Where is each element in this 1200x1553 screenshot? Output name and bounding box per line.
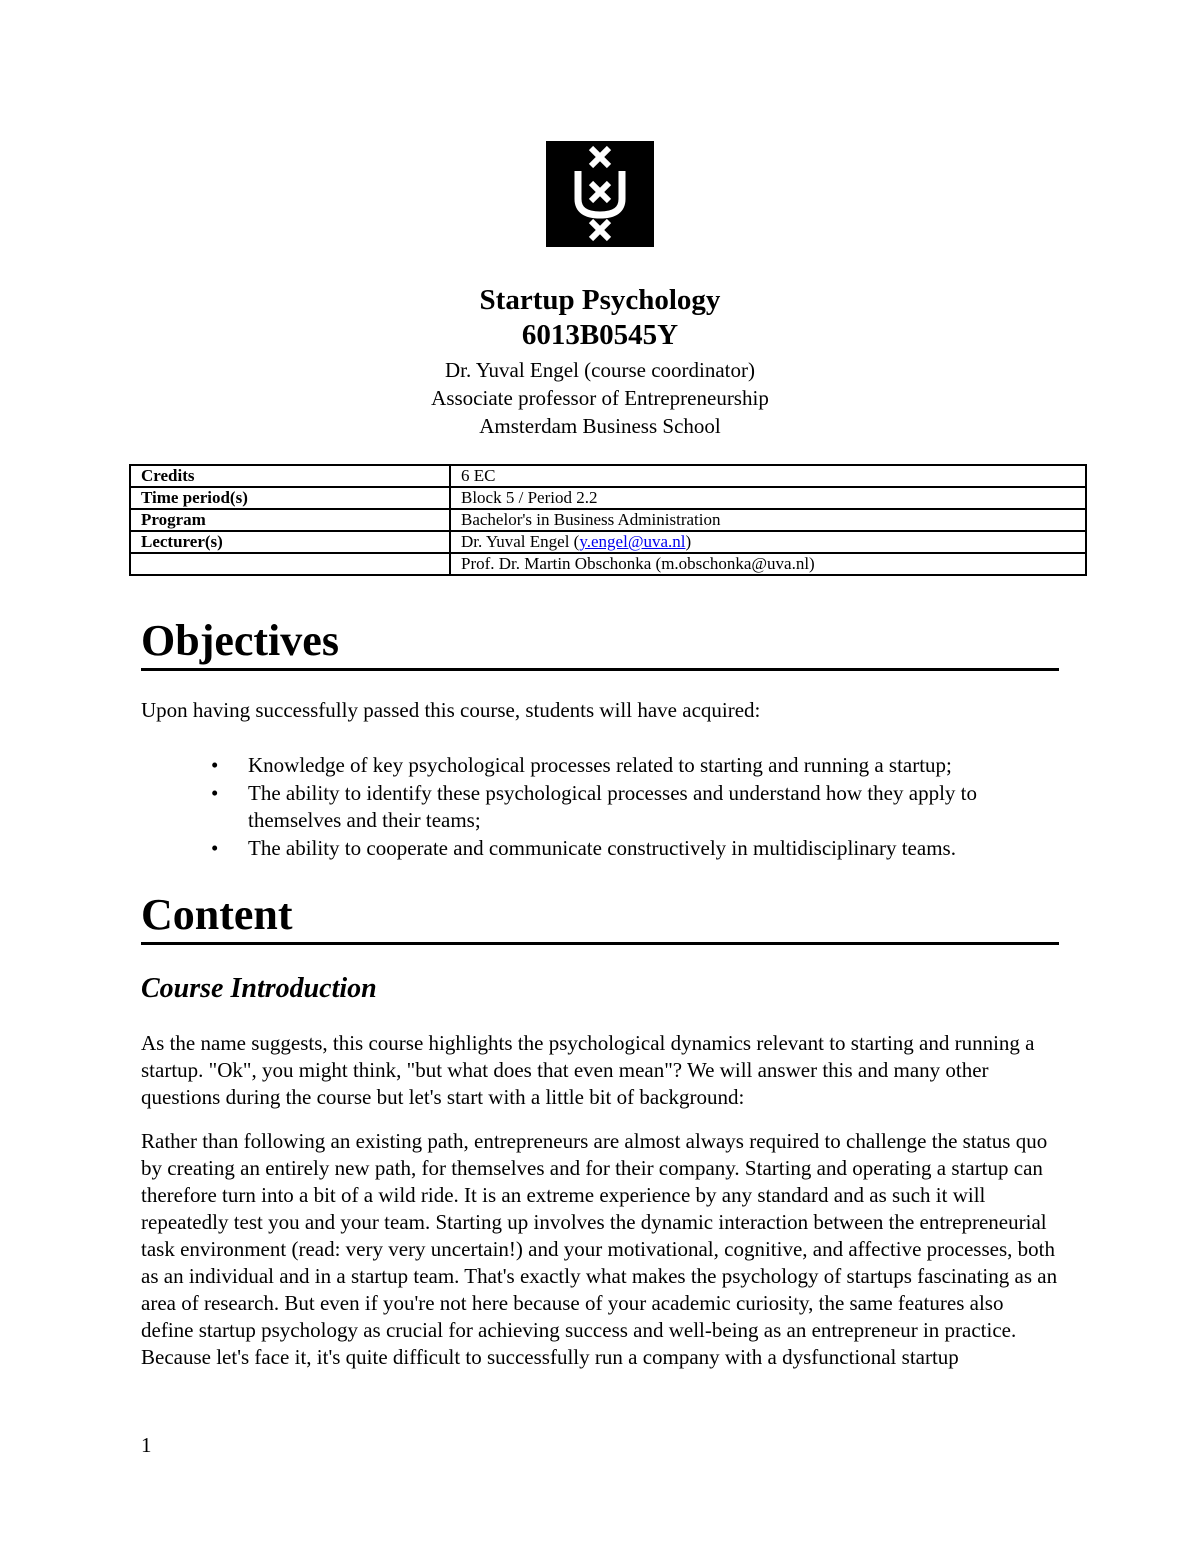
objectives-list (141, 752, 1059, 863)
course-introduction-heading: Course Introduction (141, 973, 377, 1004)
position-line: Associate professor of Entrepreneurship (431, 386, 769, 410)
table-row (130, 487, 1086, 509)
lecturer-1-name: Dr. Yuval Engel ( (461, 532, 580, 551)
bullet-icon: • (211, 836, 219, 860)
title-block (0, 283, 1200, 440)
row-label-lecturers: Lecturer(s) (130, 531, 450, 553)
page-number: 1 (141, 1433, 152, 1457)
lecturer-email-link[interactable]: y.engel@uva.nl (579, 532, 686, 551)
row-value-program: Bachelor's in Business Administration (450, 509, 1086, 531)
content-heading: Content (141, 890, 1059, 945)
objectives-intro: Upon having successfully passed this course, students will have acquired: (141, 698, 761, 722)
bullet-icon: • (211, 753, 219, 777)
bullet-icon: • (211, 781, 219, 805)
list-item (141, 835, 1059, 862)
course-code: 6013B0545Y (521, 319, 679, 351)
objective-text: The ability to cooperate and communicate constructively in multidisciplinary teams. (248, 836, 956, 860)
list-item (141, 780, 1059, 834)
school-line: Amsterdam Business School (479, 414, 721, 438)
row-label-program: Program (130, 509, 450, 531)
row-label-credits: Credits (130, 465, 450, 487)
table-row (130, 509, 1086, 531)
coordinator-line: Dr. Yuval Engel (course coordinator) (444, 358, 756, 382)
objectives-heading: Objectives (141, 616, 1059, 671)
lecturer-1-suffix: ) (685, 532, 692, 551)
course-title: Startup Psychology (479, 284, 721, 316)
row-label-time-period: Time period(s) (130, 487, 450, 509)
row-label-empty (130, 553, 450, 575)
table-row (130, 553, 1086, 575)
row-value-lecturer-2: Prof. Dr. Martin Obschonka (m.obschonka@uva.nl) (450, 553, 1086, 575)
table-row (130, 531, 1086, 553)
objective-text: Knowledge of key psychological processes related to starting and running a startup; (248, 753, 952, 777)
row-value-lecturer-1 (450, 531, 1086, 553)
content-paragraph-2: Rather than following an existing path, entrepreneurs are almost always required to challenge the status quo by creating an entirely new path, for themselves and for their company. Starting and operating a startup can therefore turn into a bit of a wild ride. It is an extreme experience by any standard and as such it will repeatedly test you and your team. Starting up involves the dynamic interaction between the entrepreneurial task environment (read: very very uncertain!) and your motivational, cognitive, and affective processes, both as an individual and in a startup team. That's exactly what makes the psychology of startups fascinating as an area of research. But even if you're not here because of your academic curiosity, the same features also define startup psychology as crucial for achieving success and well-being as an entrepreneur in practice. Because let's face it, it's quite difficult to successfully run a company with a dysfunctional startup (141, 1129, 1058, 1369)
course-info-table (129, 464, 1087, 576)
list-item (141, 752, 1059, 779)
university-logo (546, 141, 654, 247)
row-value-credits: 6 EC (450, 465, 1086, 487)
table-row (130, 465, 1086, 487)
logo-mark-icon (546, 141, 654, 247)
content-paragraph-1: As the name suggests, this course highlights the psychological dynamics relevant to starting and running a startup. "Ok", you might think, "but what does that even mean"? We will answer this and many other questions during the course but let's start with a little bit of background: (141, 1031, 1035, 1109)
objective-text: The ability to identify these psychological processes and understand how they apply to themselves and their teams; (248, 781, 977, 832)
row-value-time-period: Block 5 / Period 2.2 (450, 487, 1086, 509)
